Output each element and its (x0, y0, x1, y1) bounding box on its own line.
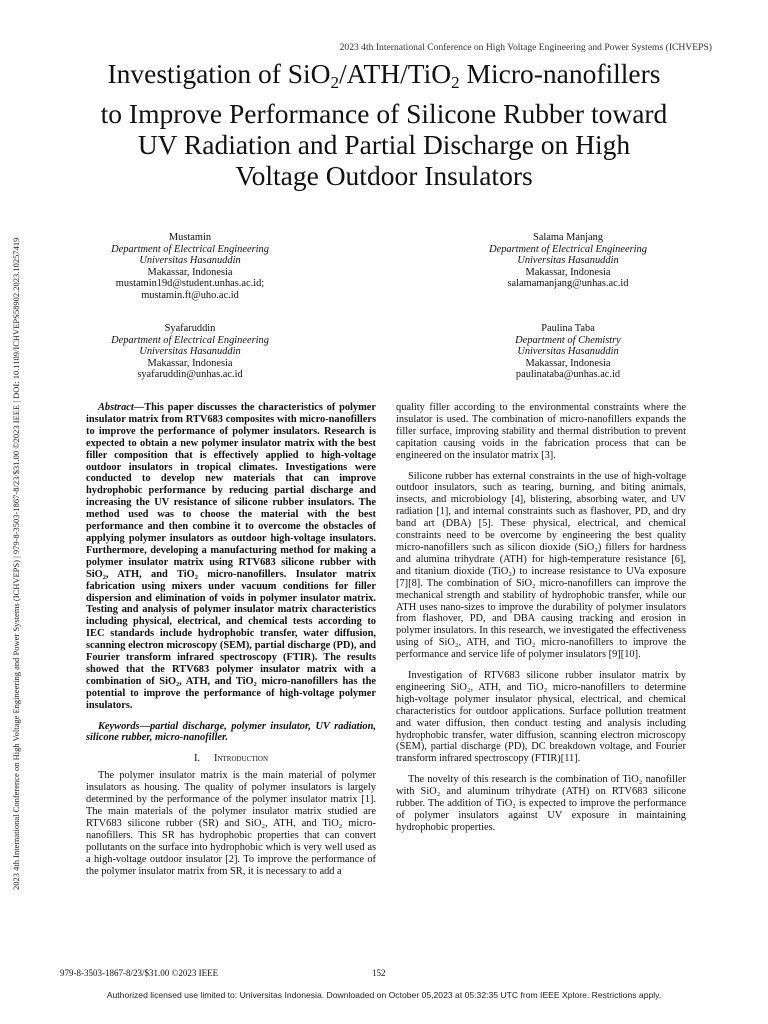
author-name: Mustamin (168, 232, 212, 243)
author-university: Universitas Hasanuddin (517, 346, 619, 357)
title-subscript: 2 (330, 72, 340, 92)
author-university: Universitas Hasanuddin (139, 346, 241, 357)
intro-paragraph: The polymer insulator matrix is the main material of polymer insulators as housing. The quality of polymer insulators is largely determined by the performance of the polymer insulator matrix [1]. The main materials of the polymer insulator matrix studied are RTV683 silicone rubber (SR) and SiO₂, ATH, and TiO₂ micro-nanofillers. This SR has hydrophobic properties that can convert pollutants on the surface into hydrophobic which is very well used as a high-voltage outdoor insulator [2]. To improve the performance of the polymer insulator matrix from SR, it is necessary to add a (86, 770, 376, 877)
paper-title (56, 58, 712, 191)
author-city: Makassar, Indonesia (147, 266, 233, 278)
doi-side-strip (8, 130, 24, 890)
author-block (418, 232, 718, 290)
author-block (418, 323, 718, 381)
body-paragraph: quality filler according to the environmental constraints where the insulator is used. The combination of micro-nanofillers expands the filler surface, improving stability and thermal distribution to prevent capitation causing voids in the fabrication process that can be engineered on the insulator matrix [3]. (396, 402, 686, 461)
license-footer: Authorized licensed use limited to: Universitas Indonesia. Downloaded on October 05,2023 at 05:32:35 UTC from IEEE Xplore. Restrictions apply. (106, 990, 662, 1000)
title-line1-a: Investigation of SiO (107, 58, 331, 89)
author-city: Makassar, Indonesia (525, 357, 611, 369)
author-email[interactable]: salamamanjang@unhas.ac.id (507, 278, 629, 289)
author-name: Syafaruddin (164, 323, 216, 334)
author-city: Makassar, Indonesia (147, 357, 233, 369)
title-line2: to Improve Performance of Silicone Rubber toward (100, 97, 668, 129)
author-email[interactable]: syafaruddin@unhas.ac.id (137, 369, 243, 380)
section-number: I. (193, 753, 201, 765)
author-university: Universitas Hasanuddin (517, 255, 619, 266)
author-block (40, 232, 340, 301)
title-subscript: 2 (451, 72, 460, 92)
body-paragraph: The novelty of this research is the combination of TiO₂ nanofiller with SiO₂ and aluminum trihydrate (ATH) on RTV683 silicone rubber. The addition of TiO₂ is expected to improve the performance of polymer insulators against UV exposure in maintaining hydrophobic properties. (396, 774, 686, 833)
author-university: Universitas Hasanuddin (139, 255, 241, 266)
title-line4: Voltage Outdoor Insulators (235, 159, 533, 191)
conference-header: 2023 4th International Conference on High Voltage Engineering and Power Systems (ICHVEPS) (339, 42, 712, 53)
abstract-text: —This paper discusses the characteristics of polymer insulator matrix from RTV683 composites with micro-nanofillers to improve the performance of polymer insulators. Research is expected to obtain a new polymer insulator matrix with the best filler composition that is effectively applied to high-voltage outdoor insulators in tropical climates. Investigations were conducted to develop new materials that can improve hydrophobic performance by reducing partial discharge and increasing the UV resistance of silicone rubber insulators. The method used was to choose the material with the best performance and then combine it to overcome the obstacles of applying polymer insulators as outdoor high-voltage insulators. Furthermore, developing a manufacturing method for making a polymer insulator matrix using RTV683 silicone rubber with SiO₂, ATH, and TiO₂ micro-nanofillers. Insulator matrix fabrication using mixers under vacuum conditions for filler dispersion and elimination of voids in polymer insulator matrix. Testing and analysis of polymer insulator matrix characteristics including physical, electrical, and chemical tests according to IEC standards include hydrophobic transfer, water diffusion, scanning electron microscopy (SEM), partial discharge (PD), and Fourier transform infrared spectroscopy (FTIR). The results showed that the RTV683 polymer insulator matrix with a combination of SiO₂, ATH, and TiO₂ micro-nanofillers has the potential to improve the performance of high-voltage polymer insulators. (86, 402, 376, 711)
author-department: Department of Electrical Engineering (489, 243, 647, 255)
author-email[interactable]: mustamin19d@student.unhas.ac.id; (115, 278, 265, 289)
abstract (86, 402, 376, 712)
author-email[interactable]: mustamin.ft@uho.ac.id (141, 289, 239, 301)
author-block (40, 323, 340, 381)
title-line3: UV Radiation and Partial Discharge on High (137, 128, 631, 160)
author-department: Department of Electrical Engineering (111, 243, 269, 255)
author-email[interactable]: paulinataba@unhas.ac.id (515, 369, 621, 380)
author-name: Paulina Taba (541, 323, 595, 334)
section-heading (86, 753, 376, 765)
abstract-label: Abstract (98, 402, 134, 413)
body-paragraph: Silicone rubber has external constraints in the use of high-voltage outdoor insulators, such as tearing, burning, and biting animals, insects, and microbiology [4], blistering, absorbing water, and UV radiation [1], and internal constraints such as flashover, PD, and dry band art (DBA) [5]. These physical, electrical, and chemical constraints need to be overcome by engineering the best quality micro-nanofillers such as silicon dioxide (SiO₂) fillers for hardness and alumina trihydrate (ATH) for high-temperature resistance [6], and titanium dioxide (TiO₂) to increase resistance to UVa exposure [7][8]. The combination of SiO₂ micro-nanofillers can improve the mechanical strength and stability of hydrophobic transfer, while our ATH uses nano-sizes to improve the durability of polymer insulators from flashover, PD, and DBA causing tracking and erosion in polymer insulators. In this research, we investigated the effectiveness using of SiO₂, ATH, and TiO₂ micro-nanofillers to improve the performance and service life of polymer insulators [9][10]. (396, 470, 686, 661)
right-column (396, 402, 686, 843)
left-column (86, 402, 376, 886)
body-paragraph: Investigation of RTV683 silicone rubber insulator matrix by engineering SiO₂, ATH, and TiO₂ micro-nanofillers to determine high-voltage polymer insulator physical, electrical, and chemical characteristics for outdoor applications. Surface pollution treatment and water diffusion, then conduct testing and analysis including hydrophobic transfer, water diffusion, scanning electron microscopy (SEM), partial discharge (PD), DC breakdown voltage, and Fourier transform infrared spectroscopy (FTIR)[11]. (396, 670, 686, 765)
doi-side-text: 2023 4th International Conference on High Voltage Engineering and Power Systems (ICHVEPS) | 979-8-3503-1867-8/23/$31.00 ©2023 IEEE | DOI: 10.1109/ICHVEPS58902.2023.10257419 (11, 237, 21, 890)
author-department: Department of Electrical Engineering (111, 334, 269, 346)
page-number: 152 (372, 968, 386, 978)
title-line1-b: /ATH/TiO (339, 58, 452, 89)
copyright-footer: 979-8-3503-1867-8/23/$31.00 ©2023 IEEE (60, 968, 219, 978)
author-department: Department of Chemistry (515, 334, 621, 346)
section-title: Introduction (214, 753, 269, 765)
author-name: Salama Manjang (532, 232, 604, 243)
keywords: Keywords—partial discharge, polymer insulator, UV radiation, silicone rubber, micro-nanofiller. (86, 720, 376, 744)
title-line1-c: Micro-nanofillers (459, 58, 661, 89)
author-city: Makassar, Indonesia (525, 266, 611, 278)
